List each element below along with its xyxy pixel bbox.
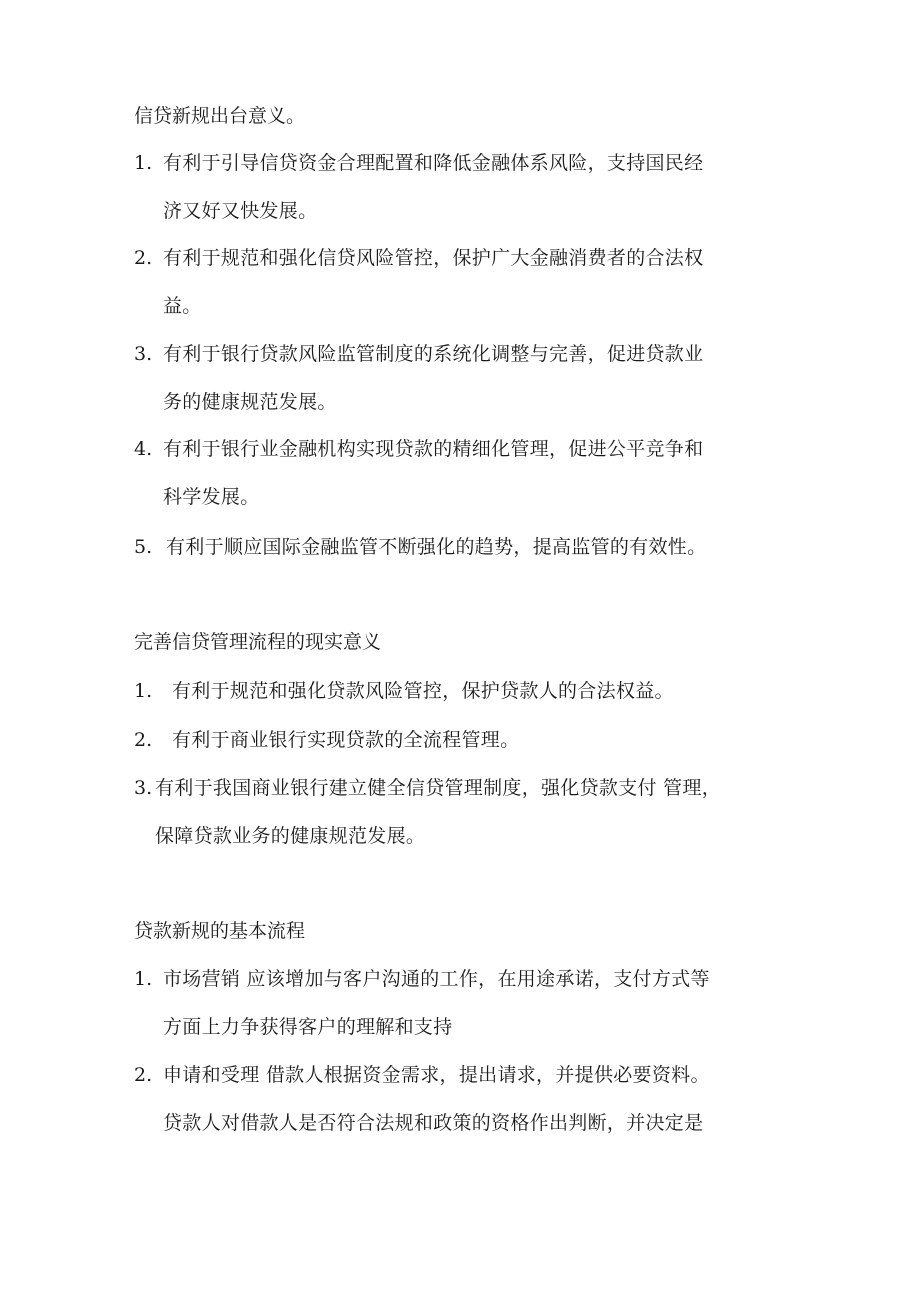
list-number: 1. — [134, 968, 153, 990]
list-text-line: 有利于引导信贷资金合理配置和降低金融体系风险，支持国民经 — [163, 152, 704, 174]
list-number: 4. — [134, 438, 153, 460]
section-heading: 信贷新规出台意义。 — [134, 105, 306, 127]
list-number: 1. — [134, 680, 153, 702]
list-number: 2. — [134, 247, 153, 269]
list-text-line: 方面上力争获得客户的理解和支持 — [163, 1016, 453, 1038]
list-text-line: 有利于银行贷款风险监管制度的系统化调整与完善，促进贷款业 — [163, 343, 704, 365]
list-text-line: 有利于规范和强化贷款风险管控，保护贷款人的合法权益。 — [172, 680, 674, 702]
list-text-line: 有利于商业银行实现贷款的全流程管理。 — [172, 729, 520, 751]
list-number: 2. — [134, 729, 153, 751]
list-text-line: 济又好又快发展。 — [163, 200, 318, 222]
list-text-line: 有利于银行业金融机构实现贷款的精细化管理，促进公平竞争和 — [163, 438, 704, 460]
list-number: 5. — [134, 536, 153, 558]
list-text-line: 市场营销 应该增加与客户沟通的工作，在用途承诺，支付方式等 — [163, 968, 710, 990]
list-text-line: 务的健康规范发展。 — [163, 391, 337, 413]
section-heading: 完善信贷管理流程的现实意义 — [134, 631, 382, 653]
list-number: 3. — [134, 343, 153, 365]
list-text-line: 有利于规范和强化信贷风险管控，保护广大金融消费者的合法权 — [163, 247, 704, 269]
list-text-line: 有利于顺应国际金融监管不断强化的趋势，提高监管的有效性。 — [166, 536, 707, 558]
list-number: 1. — [134, 152, 153, 174]
list-text-line: 有利于我国商业银行建立健全信贷管理制度，强化贷款支付 管理， — [155, 777, 722, 799]
list-number: 2. — [134, 1064, 153, 1086]
list-text-line: 贷款人对借款人是否符合法规和政策的资格作出判断，并决定是 — [163, 1112, 704, 1134]
list-text-line: 保障贷款业务的健康规范发展。 — [155, 825, 426, 847]
section-heading: 贷款新规的基本流程 — [134, 920, 306, 942]
list-text-line: 科学发展。 — [163, 486, 260, 508]
list-number: 3. — [134, 777, 153, 799]
list-text-line: 益。 — [163, 295, 202, 317]
list-text-line: 申请和受理 借款人根据资金需求，提出请求，并提供必要资料。 — [163, 1064, 710, 1086]
